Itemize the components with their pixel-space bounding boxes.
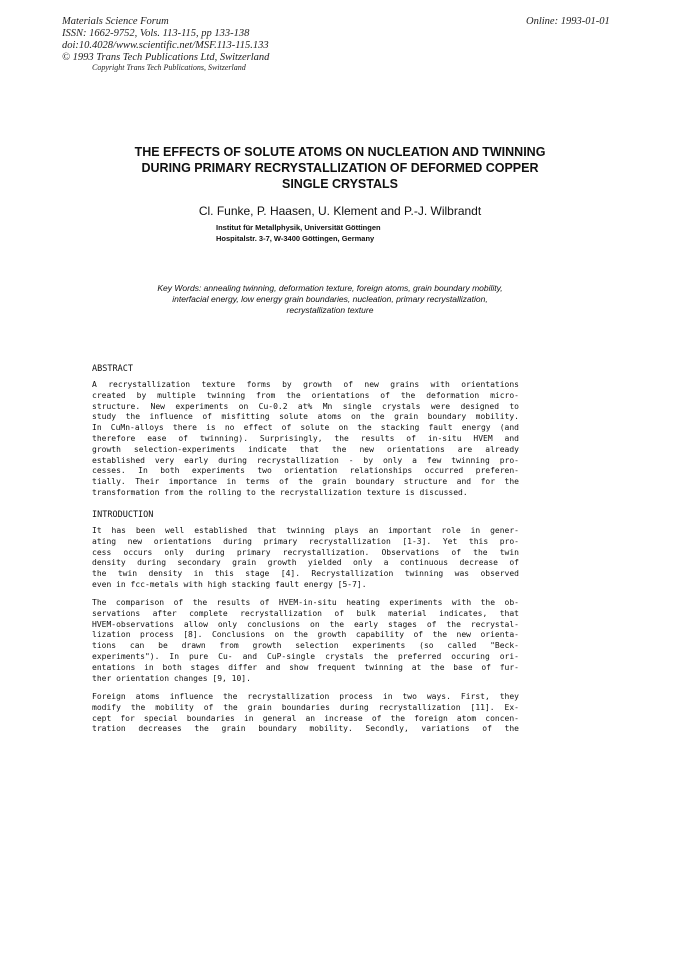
text-line: lization process [8]. Conclusions on the growth capability of the new orienta- (92, 630, 519, 640)
affiliation (216, 222, 381, 244)
issn-line: ISSN: 1662-9752, Vols. 113-115, pp 133-138 (62, 28, 250, 39)
text-line: established very early during recrystallization - by only a few twinning pro- (92, 455, 519, 465)
text-line: created by multiple twinning from the orientations of the deformation micro- (92, 390, 519, 400)
text-line: even in fcc-metals with high stacking fault energy [5-7]. (92, 579, 367, 589)
text-line: density during secondary grain growth yielded only a continuous decrease of (92, 558, 519, 568)
text-line: tions can be drawn from growth selection experiments (so called "Beck- (92, 641, 519, 651)
text-line: tration decreases the grain boundary mobility. Secondly, variations of the (92, 724, 519, 734)
text-line: HVEM-observations allow only conclusions on the early stages of the recrystal- (92, 619, 519, 629)
text-line: The comparison of the results of HVEM-in-situ heating experiments with the ob- (92, 598, 519, 607)
text-line: structure. New experiments on Cu-0.2 at% Mn single crystals were designed to (92, 401, 519, 411)
text-line: transformation from the rolling to the recrystallization texture is discussed. (92, 487, 468, 497)
text-line: therefore ease of twinning). Surprisingly, the results of in-situ HVEM and (92, 433, 519, 443)
title-line: THE EFFECTS OF SOLUTE ATOMS ON NUCLEATION AND TWINNING (134, 145, 546, 159)
keywords-line: interfacial energy, low energy grain boundaries, nucleation, primary recrystallization, (172, 294, 488, 304)
text-line: ther orientation changes [9, 10]. (92, 673, 251, 683)
text-line: modify the mobility of the grain boundaries during recrystallization [11]. Ex- (92, 702, 519, 712)
text-line: the twin density in this stage [4]. Recrystallization twinning was observed (92, 569, 519, 579)
text-line: tially. Their importance in terms of the grain boundary structure and for the (92, 477, 519, 487)
copyright-watermark: Copyright Trans Tech Publications, Switzerland (92, 63, 246, 72)
text-line: growth selection-experiments indicate that the new orientations are already (92, 444, 519, 454)
text-line: cept for special boundaries in general an increase of the foreign atom concen- (92, 713, 519, 723)
text-line: experiments"). In pure Cu- and CuP-single crystals the preferred occuring ori- (92, 651, 519, 661)
title-line: DURING PRIMARY RECRYSTALLIZATION OF DEFORMED COPPER (141, 161, 539, 175)
affiliation-line: Hospitalstr. 3-7, W-3400 Göttingen, Germany (216, 234, 375, 243)
abstract-heading: ABSTRACT (92, 364, 133, 374)
online-date: Online: 1993-01-01 (526, 16, 610, 27)
abstract-body (92, 380, 519, 499)
journal-name: Materials Science Forum (62, 16, 169, 27)
text-line: cesses. In both experiments two orientation relationships occurred preferen- (92, 466, 519, 476)
copyright-line: © 1993 Trans Tech Publications Ltd, Switzerland (62, 52, 270, 63)
text-line: entations in both stages differ and show frequent twinning at the base of fur- (92, 662, 519, 672)
intro-paragraph-1 (92, 526, 519, 591)
doi-line: doi:10.4028/www.scientific.net/MSF.113-115.133 (62, 40, 269, 51)
text-line: servations after complete recrystallization of bulk material indicates, that (92, 608, 519, 618)
text-line: Foreign atoms influence the recrystallization process in two ways. First, they (92, 692, 519, 701)
affiliation-line: Institut für Metallphysik, Universität Göttingen (216, 223, 381, 232)
text-line: ating new orientations during primary recrystallization [1-3]. Yet this pro- (92, 536, 519, 546)
text-line: study the influence of misfitting solute atoms on the grain boundary mobility. (92, 412, 519, 422)
authors: Cl. Funke, P. Haasen, U. Klement and P.-J. Wilbrandt (198, 204, 482, 218)
title-line: SINGLE CRYSTALS (282, 177, 398, 191)
keywords (95, 283, 565, 316)
keywords-line: Key Words: annealing twinning, deformation texture, foreign atoms, grain boundary mobility, (157, 283, 503, 293)
text-line: In CuMn-alloys there is no effect of solute on the stacking fault energy (and (92, 423, 519, 433)
text-line: A recrystallization texture forms by growth of new grains with orientations (92, 380, 519, 389)
paper-title (60, 144, 620, 192)
text-line: cess occurs only during primary recrystallization. Observations of the twin (92, 547, 519, 557)
intro-paragraph-3 (92, 692, 519, 735)
introduction-heading: INTRODUCTION (92, 510, 154, 520)
intro-paragraph-2 (92, 598, 519, 684)
text-line: It has been well established that twinning plays an important role in gener- (92, 526, 519, 535)
keywords-line: recrystallization texture (286, 305, 374, 315)
